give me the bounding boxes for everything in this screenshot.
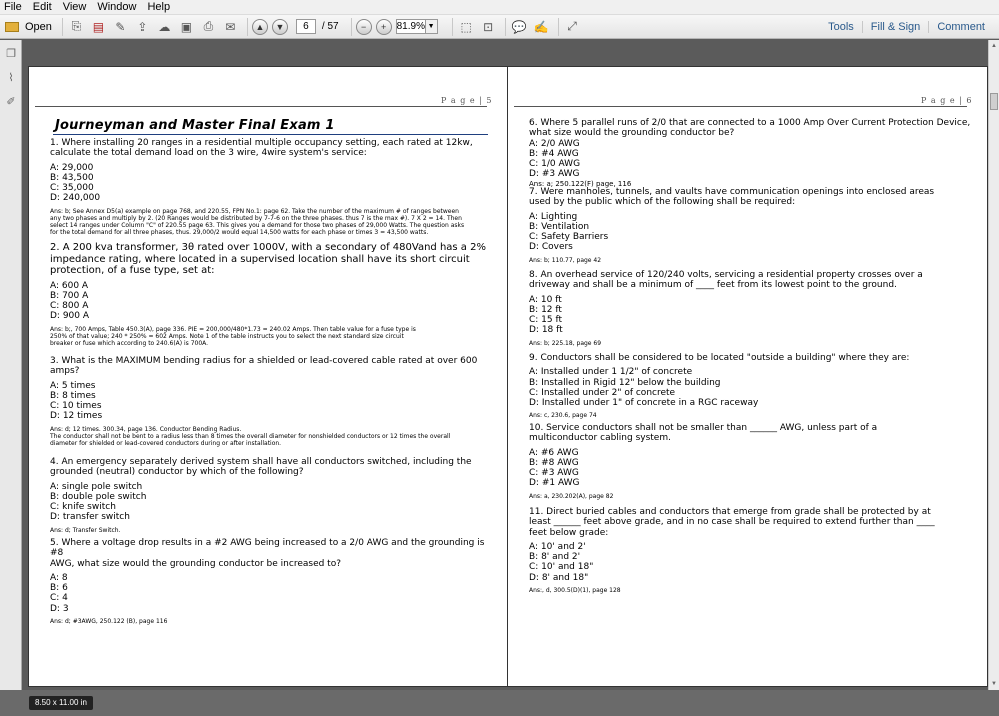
comment-button[interactable]: Comment <box>928 21 993 33</box>
vertical-scrollbar[interactable] <box>988 40 999 690</box>
menu-file[interactable]: File <box>4 1 22 13</box>
question-options: A: Installed under 1 1/2" of concrete B: Installed in Rigid 12" below the building C: Installed under 2" of concrete D: Installed under 1" of concrete in a RGC raceway <box>529 367 759 409</box>
edit-icon[interactable]: ✎ <box>115 19 126 34</box>
header-line <box>514 106 967 107</box>
divider <box>247 18 248 36</box>
question-11 <box>529 507 974 594</box>
upload-icon[interactable]: ☁ <box>158 19 171 34</box>
question-5 <box>50 538 495 625</box>
question-8 <box>529 270 974 347</box>
question-options: A: 600 A B: 700 A C: 800 A D: 900 A <box>50 280 90 322</box>
question-stem: 1. Where installing 20 ranges in a residential multiple occupancy setting, each rated at 12kw, calculate the total demand load on the 3 wire, 4wire system's service: <box>50 138 473 159</box>
question-options: A: 10' and 2' B: 8' and 2' C: 10' and 18" D: 8' and 18" <box>529 541 594 583</box>
question-answer: Ans: b; See Annex D5(a) example on page 768, and 220.55, FPN No.1: page 62. Take the number of the maximum # of ranges between any two phases and multiply by 2. (20 Ranges would be distributed by 7-7-6 on the three phases. thus 7 is the max #). 7 X 2 = 14. Then select 14 ranges under Column "C" of 220.55 page 63. This gives you a demand for those two phases of 29,000 Watts. The question asks for the total demand for all three phases, thus. 29,000/2 would equal 14,500 watts for each phase or times 3 = 43,500 watts. <box>50 207 465 237</box>
save-icon[interactable]: ▣ <box>180 19 193 34</box>
next-page-icon[interactable]: ▼ <box>272 19 288 35</box>
question-answer: Ans: b; 110.77, page 42 <box>529 256 602 264</box>
previous-page-icon[interactable]: ▲ <box>252 19 268 35</box>
right-panel-links <box>820 15 993 39</box>
menu-window[interactable]: Window <box>97 1 137 13</box>
page-number: P a g e | 5 <box>441 96 493 105</box>
divider <box>558 18 559 36</box>
question-options: A: 8 B: 6 C: 4 D: 3 <box>50 572 69 614</box>
menu-help[interactable]: Help <box>147 1 171 13</box>
question-answer: Ans: d; Transfer Switch. <box>50 526 121 534</box>
fill-sign-button[interactable]: Fill & Sign <box>862 21 929 33</box>
menu-edit[interactable]: Edit <box>32 1 52 13</box>
question-7 <box>529 187 974 264</box>
document-view[interactable] <box>29 67 987 686</box>
question-stem: 7. Were manholes, tunnels, and vaults have communication openings into enclosed areas used by the public which of the following shall be required: <box>529 187 935 208</box>
question-options: A: 10 ft B: 12 ft C: 15 ft D: 18 ft <box>529 294 563 336</box>
fit-page-icon[interactable]: ⬚ <box>460 19 472 34</box>
question-answer: Ans:, d, 300.5(D)(1), page 128 <box>529 587 621 595</box>
divider <box>452 18 453 36</box>
title-underline <box>53 134 488 135</box>
page-number-input[interactable]: 6 <box>296 19 316 34</box>
left-sidebar <box>0 40 22 690</box>
divider <box>62 18 63 36</box>
zoom-in-icon[interactable]: + <box>376 19 392 35</box>
question-stem: 6. Where 5 parallel runs of 2/0 that are connected to a 1000 Amp Over Current Protection Device, what size would the grounding conductor be? <box>529 118 971 139</box>
question-9 <box>529 353 974 420</box>
email-icon[interactable]: ✉ <box>225 19 236 34</box>
page-5 <box>29 67 507 686</box>
question-stem: 4. An emergency separately derived system shall have all conductors switched, including the grounded (neutral) conductor by which of the following? <box>50 457 472 478</box>
question-options: A: single pole switch B: double pole switch C: knife switch D: transfer switch <box>50 481 147 523</box>
question-10 <box>529 423 974 500</box>
question-options: A: 29,000 B: 43,500 C: 35,000 D: 240,000 <box>50 162 101 204</box>
question-options: A: Lighting B: Ventilation C: Safety Barriers D: Covers <box>529 211 609 253</box>
scroll-down-icon[interactable]: ▼ <box>991 681 997 687</box>
divider <box>351 18 352 36</box>
scrollbar-thumb[interactable] <box>990 93 998 110</box>
question-stem: 8. An overhead service of 120/240 volts, servicing a residential property crosses over a driveway and shall be a minimum of ____ feet from its lowest point to the ground. <box>529 270 923 291</box>
menu-view[interactable]: View <box>62 1 87 13</box>
page-size-label: 8.50 x 11.00 in <box>29 696 93 710</box>
status-bar <box>0 690 999 716</box>
question-answer: Ans: d; 12 times. 300.34, page 136. Conductor Bending Radius. The conductor shall not be bent to a radius less than 8 times the overall diameter for nonshielded conductors or 12 times the overall diameter for shielded or lead-covered conductors during or after installation. <box>50 425 451 448</box>
question-options: A: #6 AWG B: #8 AWG C: #3 AWG D: #1 AWG <box>529 447 580 489</box>
question-stem: 10. Service conductors shall not be smaller than ______ AWG, unless part of a multiconductor cabling system. <box>529 423 878 444</box>
export-icon[interactable]: ⇪ <box>137 19 148 34</box>
pdf-icon[interactable]: ▤ <box>92 19 105 34</box>
question-3 <box>50 356 495 447</box>
question-1 <box>50 138 495 237</box>
page-number: P a g e | 6 <box>921 96 973 105</box>
open-label: Open <box>25 20 52 33</box>
print-icon[interactable]: ⎙ <box>203 19 214 33</box>
question-answer: Ans: d; #3AWG, 250.122 (B), page 116 <box>50 618 168 626</box>
question-6 <box>529 118 974 189</box>
question-stem: 2. A 200 kva transformer, 3θ rated over 1000V, with a secondary of 480Vand has a 2% impedance rating, where located in a supervised location shall have its short circuit protection, of a fuse type, set at: <box>50 242 486 276</box>
fit-width-icon[interactable]: ⊡ <box>483 19 494 34</box>
expand-icon[interactable]: ⤢ <box>567 19 577 33</box>
scroll-up-icon[interactable]: ▲ <box>991 43 997 49</box>
signature-icon[interactable]: ✐ <box>6 95 16 108</box>
question-2 <box>50 242 495 347</box>
total-pages: / 57 <box>321 21 339 32</box>
question-options: A: 5 times B: 8 times C: 10 times D: 12 times <box>50 380 103 422</box>
question-answer: Ans: c, 230.6, page 74 <box>529 412 597 420</box>
question-stem: 9. Conductors shall be considered to be located "outside a building" where they are: <box>529 353 910 363</box>
chevron-down-icon[interactable]: ▼ <box>426 19 438 34</box>
tools-button[interactable]: Tools <box>828 21 854 33</box>
question-stem: 11. Direct buried cables and conductors that emerge from grade shall be protected by at least ______ feet above grade, and in no case shall be required to extend further than ____ feet below grade: <box>529 507 935 538</box>
comment-icon[interactable]: 💬 <box>511 19 527 34</box>
question-answer: Ans: b; 225.18, page 69 <box>529 339 602 347</box>
highlight-icon[interactable]: ✍ <box>533 19 549 34</box>
attachment-icon[interactable]: ⌇ <box>8 71 14 84</box>
toolbar <box>0 15 999 39</box>
zoom-out-icon[interactable]: − <box>356 19 372 35</box>
header-line <box>35 106 487 107</box>
create-pdf-icon[interactable]: ⎘ <box>71 19 82 33</box>
folder-icon <box>5 22 19 32</box>
question-stem: 3. What is the MAXIMUM bending radius for a shielded or lead-covered cable rated at over 600 amps? <box>50 356 478 377</box>
divider <box>505 18 506 36</box>
question-options: A: 2/0 AWG B: #4 AWG C: 1/0 AWG D: #3 AWG <box>529 138 581 180</box>
zoom-input[interactable]: 81.9% <box>396 21 425 32</box>
exam-title: Journeyman and Master Final Exam 1 <box>55 118 335 133</box>
question-stem: 5. Where a voltage drop results in a #2 AWG being increased to a 2/0 AWG and the grounding is #8 AWG, what size would the grounding conductor be increased to? <box>50 538 485 569</box>
question-answer: Ans: a; 250.122(F) page, 116 <box>529 179 632 188</box>
open-button[interactable] <box>5 21 52 33</box>
page-6 <box>508 67 987 686</box>
question-4 <box>50 457 495 534</box>
question-answer: Ans: a, 230.202(A), page 82 <box>529 492 614 500</box>
pages-icon[interactable]: ❐ <box>6 47 16 60</box>
menu-bar <box>0 0 999 15</box>
question-answer: Ans: b;, 700 Amps, Table 450.3(A), page 336. PIE = 200,000/480*1.73 = 240.02 Amps. Then table value for a fuse type is 250% of that value; 240 * 250% = 602 Amps. Note 1 of the table instructs you to select the next standard size circuit breaker or fuse which according to 240.6(A) is 700A. <box>50 325 416 348</box>
